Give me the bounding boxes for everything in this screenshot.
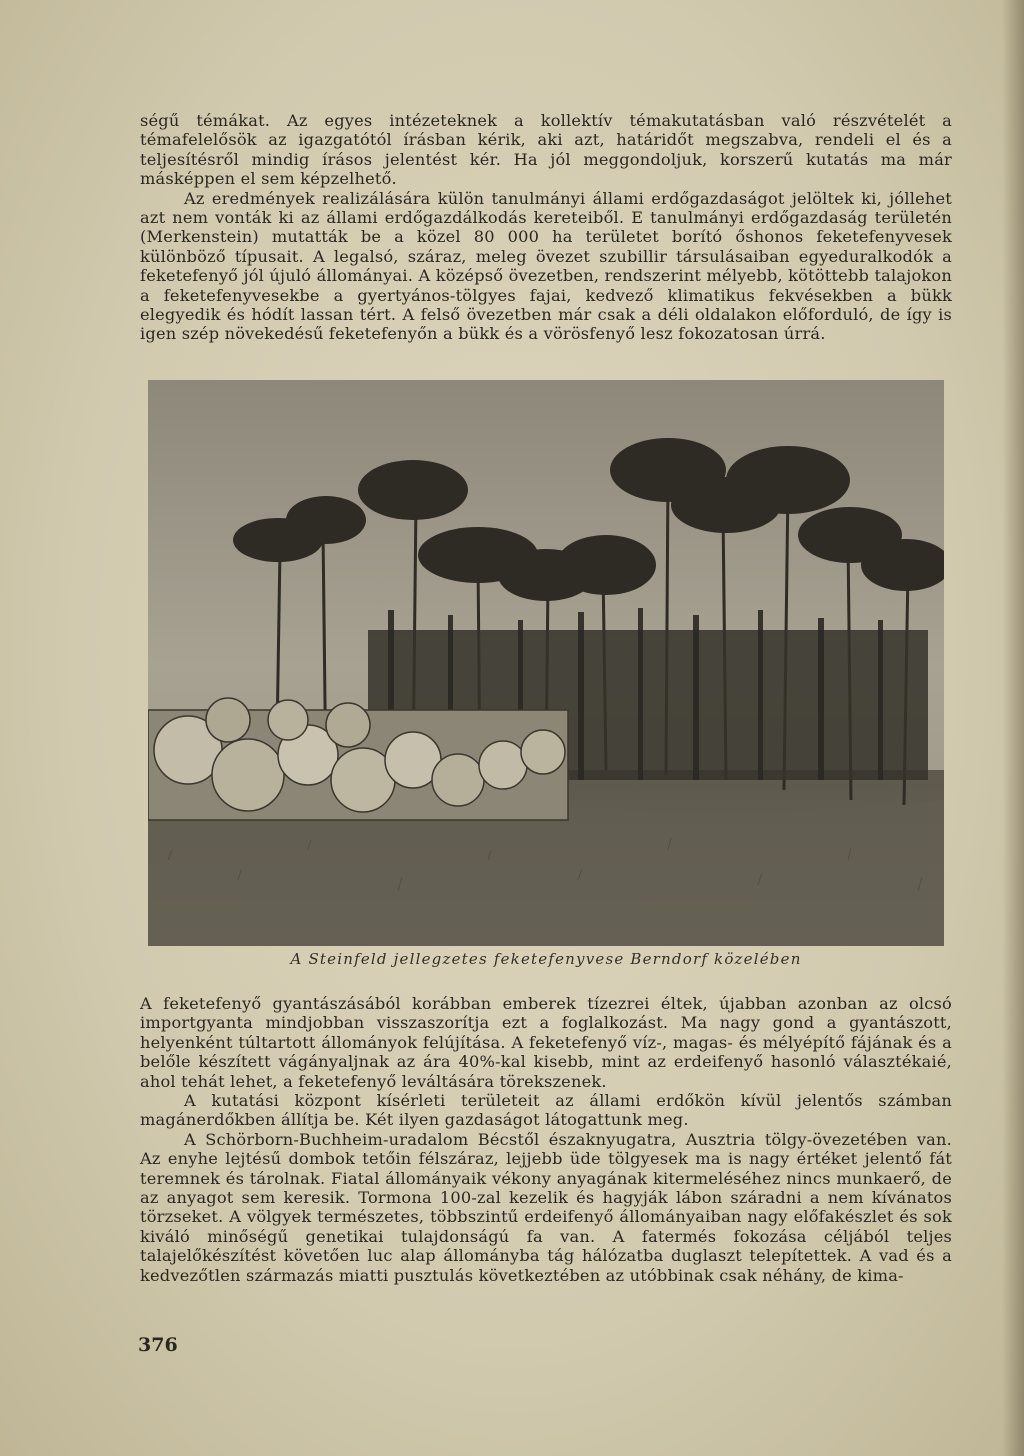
forest-photo [148, 380, 944, 946]
bottom-text-block [140, 994, 952, 1285]
photo-caption: A Steinfeld jellegzetes feketefenyvese Berndorf közelében [290, 950, 802, 968]
page-number: 376 [138, 1334, 178, 1356]
paragraph: A feketefenyő gyantászásából korábban emberek tízezrei éltek, újabban azonban az olcsó importgyanta mindjobban visszaszorítja ezt a foglalkozást. Ma nagy gond a gyantászott, helyenként túltartott állományok felújítása. A feketefenyő víz-, magas- és mélyépítő fájának és a belőle készített vágányaljnak az ára 40%-kal kisebb, mint az erdeifenyő hasonló választékaié, ahol tehát lehet, a feketefenyő leváltására törekszenek. [140, 994, 952, 1091]
black-pine-forest-illustration [148, 380, 944, 946]
paragraph: Az eredmények realizálására külön tanulmányi állami erdőgazdaságot jelöltek ki, jóllehet azt nem vonták ki az állami erdőgazdálkodás kereteiből. E tanulmányi erdőgazdaság területén (Merkenstein) mutatták be a közel 80 000 ha területet borító őshonos feketefenyvesek különböző típusait. A legalsó, száraz, meleg övezet szubillir társulásaiban egyeduralkodók a feketefenyő jól újuló állományai. A középső övezetben, rendszerint mélyebb, kötöttebb talajokon a feketefenyvesekbe a gyertyános-tölgyes fajai, kedvező klimatikus fekvésekben a bükk elegyedik és hódít lassan tért. A felső övezetben már csak a déli oldalakon előforduló, de így is igen szép növekedésű feketefenyőn a bükk és a vörösfenyő lesz fokozatosan úrrá. [140, 188, 952, 344]
page-gutter-shadow [1002, 0, 1024, 1456]
paragraph: A Schörborn-Buchheim-uradalom Bécstől északnyugatra, Ausztria tölgy-övezetében van. Az enyhe lejtésű dombok tetőin félszáraz, lejjebb üde tölgyesek ma is nagy értéket jelentő fát teremnek és tárolnak. Fiatal állományaik vékony anyagának kitermeléséhez nincs munkaerő, de az anyagot sem keresik. Tormona 100-zal kezelik és hagyják lábon száradni a nem kívánatos törzseket. A völgyek természetes, többszintű erdeifenyő állományaiban nagy előfakészlet és sok kiváló minőségű genetikai tulajdonságú fa van. A fatermés fokozása céljából teljes talajelőkészítést követően luc alap állományba tág hálózatba duglaszt telepítettek. A vad és a kedvezőtlen származás miatti pusztulás következtében az utóbbinak csak néhány, de kima- [140, 1129, 952, 1285]
paragraph: A kutatási központ kísérleti területeit az állami erdőkön kívül jelentős számban magánerdőkben állítja be. Két ilyen gazdaságot látogattunk meg. [140, 1091, 952, 1130]
log-pile [148, 698, 568, 820]
top-text-block [140, 111, 952, 344]
paragraph: ségű témákat. Az egyes intézeteknek a kollektív témakutatásban való részvételét a témafelelősök az igazgatótól írásban kérik, aki azt, határidőt megszabva, rendeli el és a teljesítésről mindig írásos jelentést kér. Ha jól meggondoljuk, korszerű kutatás ma már másképpen el sem képzelhető. [140, 111, 952, 189]
